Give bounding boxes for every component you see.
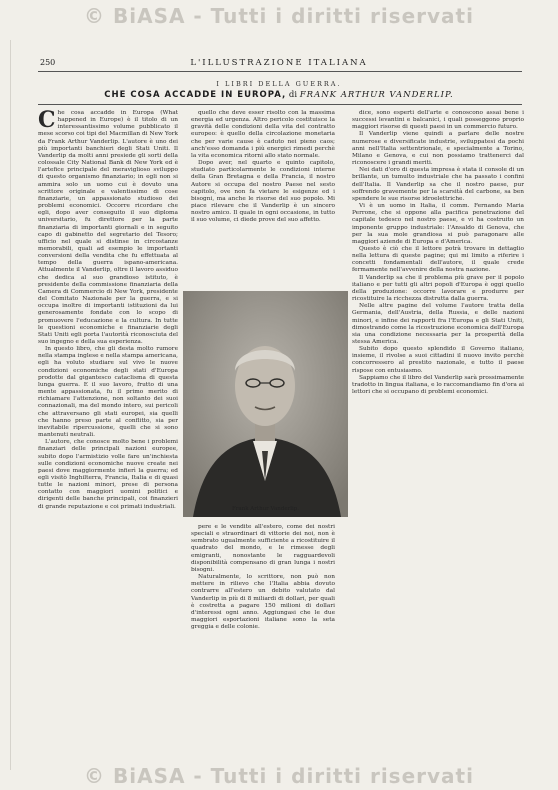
section-label: I LIBRI DELLA GUERRA. [216, 80, 342, 88]
article-paragraph: pere e le vendite all'estero, come dei nostri speciali e straordinari di vittorie dei noi, non è sembrato ugualmente sufficiente a ricostituire il quadrato del mondo, e le rimesse degli emigranti, nonostante le ragguardevoli disponibilità compensano di gran lunga i nostri bisogni. [191, 524, 335, 573]
article-paragraph: Subito dopo questo splendido il Governo italiano, insieme, il rivolse a suoi cittadini il nuovo invito perchè concorressero al prestito nazionale, e tutto il paese rispose con entusiasmo. [352, 346, 524, 374]
author-name: FRANK ARTHUR VANDERLIP. [299, 90, 454, 100]
article-column-right [352, 110, 524, 755]
author-portrait-photo [183, 291, 348, 517]
first-paragraph-text: he cosa accadde in Europa (What happened in Europe) è il titolo di un interessantissimo volume pubblicato il mese scorso coi tipi del Macmillan di New York da Frank Arthur Vanderlip. L'autore è uno dei più importanti banchieri degli Stati Uniti. Il Vanderlip da molti anni presiede gli sorti della colossale City National Bank di New York ed è l'artefice principale del meraviglioso sviluppo di questo organismo finanziario; in egli non si ammira solo un uomo cui è dovuto una scrittore originale e valentissimo di cose finanziarie, un appassionato studioso dei problemi economici. Occorre ricordare che egli, dopo aver conseguito il suo diploma universitario, fu direttore per la parte finanziaria di importanti giornali e in seguito capo di gabinetto del segretario del Tesoro; ufficio nel quale si distinse in circostanze memorabili, quali ad esempio le importanti conversioni della vendita che fu effettuata al tempo della guerra ispano-americana. Attualmente il Vanderlip, oltre il lavoro assiduo che dedica al suo grandioso istituto, è presidente della commissione finanziaria della Camera di Commercio di New York, presidente del Comitato Nazionale per la guerra, e si occupa inoltre di importanti istituzioni da lui generosamente fondate con lo scopo di promuovere l'educazione e la cultura. In tutte le questioni economiche e finanziarie degli Stati Uniti egli porta l'autorità riconosciuta del suo ingegno e della sua esperienza. [38, 110, 178, 345]
watermark-top: © BiASA - Tutti i diritti riservati [84, 4, 474, 28]
article-paragraph: dice, sono esperti dell'arte e conoscono assai bene i successi levantini e balcanici, i quali posseggono proprio maggiori risorse di questi paesi in un commercio futuro. [352, 110, 524, 131]
article-paragraph: Nei dati d'oro di questa impresa è stata il console di un brillante, un tumulto industriale che ha passato i confini dell'Italia. Il Vanderlip sa che il nostro paese, pur soffrendo gravemente per la scarsità del carbone, sa ben spendere le sue risorse idroelettriche. [352, 167, 524, 202]
headline-title: CHE COSA ACCADDE IN EUROPA, [104, 90, 287, 100]
article-column-middle-bottom [191, 524, 335, 755]
header-rule [38, 71, 522, 72]
article-paragraph: In questo libro, che gli desta molto rumore nella stampa inglese e nella stampa americana, egli ha voluto studiare sul vivo le nuove condizioni economiche degli stati d'Europa prodotte dal gigantesco cataclisma di questa lunga guerra. E il suo lavoro, frutto di una mente appassionata, fu il primo merito di richiamare l'attenzione, non soltanto dei suoi connazionali, ma del mondo intero, sui pericoli che attraversano gli stati europei, sia quelli che hanno preso parte al conflitto, sia per inevitabile ripercussione, quelli che si sono mantenuti neutrali. [38, 346, 178, 439]
page-number: 250 [40, 58, 56, 67]
article-column-middle-top [191, 110, 335, 284]
article-paragraph: Il Vanderlip sa che il problema più grave per il popolo italiano e per tutti gli altri popoli d'Europa è oggi quello della produzione: occorre lavorare e produrre per ricostituire la ricchezza distrutta dalla guerra. [352, 274, 524, 303]
headline [0, 90, 558, 100]
article-paragraph: Questo è ciò che il lettore potrà trovare in dettaglio nella lettura di queste pagine; qui mi limito a riferire i concetti fondamentali dell'autore, il quale crede fermamente nell'avvenire della nostra nazione. [352, 245, 524, 274]
article-paragraph: Naturalmente, lo scrittore, non può non mettere in rilievo che l'Italia abbia dovuto contrarre all'estero un debito valutato dal Vanderlip in più di 8 miliardi di dollari, per quali è costretta a pagare 150 milioni di dollari d'interessi ogni anno. Aggiungasi che le due maggiori esportazioni italiane sono la seta greggia e delle colonie. [191, 574, 335, 631]
article-paragraph: Vi è un uomo in Italia, il comm. Fernando Maria Perrone, che si oppone alla pacifica penetrazione del capitale tedesco nel nostro paese, e vi ha costruito un imponente gruppo industriale: l'Ansaldo di Genova, che per la sua mole grandiosa si può paragonare alle maggiori aziende di Europa e d'America. [352, 203, 524, 245]
running-title: L'ILLUSTRAZIONE ITALIANA [190, 58, 368, 68]
photo-caption: Frank Arthur Vanderlip. [231, 506, 300, 512]
article-column-left [38, 110, 178, 755]
article-paragraph: quello che deve esser risolto con la massima energia ed urgenza. Altro pericolo costituisce la gravità delle condizioni della vita del contratto europeo: è quello della circolazione monetaria che per varie cause è caduto nei pieno caos; anch'esso domanda i più energici rimedi perchè la vita economica ritorni allo stato normale. [191, 110, 335, 159]
article-paragraph [38, 110, 178, 346]
article-paragraph: Sappiamo che il libro del Vanderlip sarà prossimamente tradotto in lingua italiana, e lo raccomandiamo fin d'ora ai lettori che si occupano di problemi economici. [352, 374, 524, 396]
portrait-illustration [183, 291, 348, 517]
drop-cap: C [38, 110, 56, 133]
watermark-bottom: © BiASA - Tutti i diritti riservati [84, 764, 474, 788]
article-paragraph: Nelle altre pagine del volume l'autore tratta della Germania, dell'Austria, della Russia, e delle nazioni minori, e infine dei rapporti fra l'Europa e gli Stati Uniti, dimostrando come la ricostruzione economica dell'Europa sia una condizione necessaria per la prosperità della stessa America. [352, 303, 524, 345]
headline-rule [38, 104, 522, 105]
article-paragraph: Il Vanderlip viene quindi a parlare delle nostre numerose e diversificate industrie, sviluppatesi da pochi anni nell'Italia settentrionale, e specialmente a Torino, Milano e Genova, e cui non possiamo trattenerci dal riconoscere i grandi meriti. [352, 131, 524, 167]
article-paragraph: L'autore, che conosce molto bene i problemi finanziari delle principali nazioni europee, subito dopo l'armistizio volle fare un'inchiesta sulle condizioni economiche nuove create nei paesi dove maggiormente infierì la guerra; ed egli visitò Inghilterra, Francia, Italia e di quasi tutte le nazioni minori, prese di persona contatto con maggiori uomini politici e dirigenti delle banche principali, coi finanzieri di grande reputazione e coi primati industriali. [38, 439, 178, 510]
article-paragraph: Dopo aver, nel quarto e quinto capitolo, studiato particolarmente le condizioni interne della Gran Bretagna e della Francia, il nostro Autore si occupa del nostro Paese nel sesto capitolo, ove non fa vietare le esigenze ed i bisogni, ma anche le risorse del suo popolo. Mi piace rilevare che il Vanderlip è un sincero nostro amico. Il quale in ogni occasione, in tutto il suo volume, ci diede prove del suo affetto. [191, 160, 335, 224]
page-edge [10, 40, 11, 770]
byline-prefix: di [288, 90, 298, 100]
